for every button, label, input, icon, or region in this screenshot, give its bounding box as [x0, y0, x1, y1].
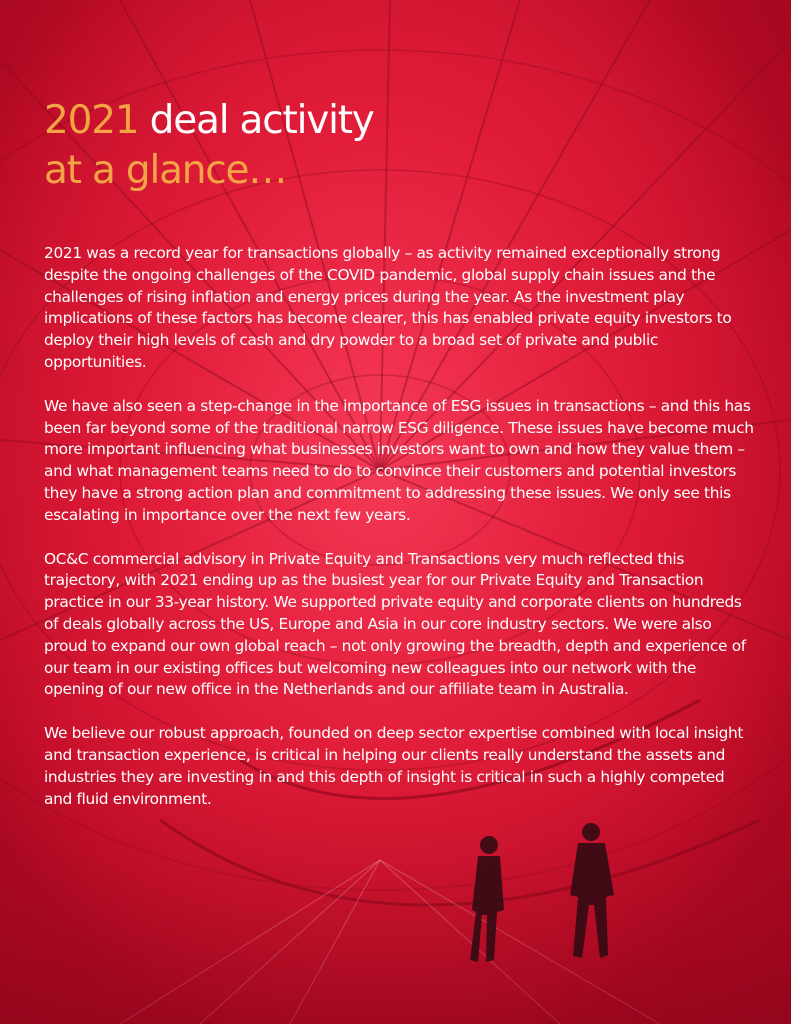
paragraph-4: We believe our robust approach, founded on deep sector expertise combined with local insight and transaction experience, is critical in helping our clients really understand the assets and industries they are investing in and this depth of insight is critical in such a highly competed and fluid environment.	[44, 724, 744, 808]
page-title	[44, 96, 374, 196]
paragraph-2: We have also seen a step-change in the importance of ESG issues in transactions – and this has been far beyond some of the traditional narrow ESG diligence. These issues have become much more important influencing what businesses investors want to own and how they value them – and what management teams need to do to convince their customers and potential investors they have a strong action plan and commitment to addressing these issues. We only see this escalating in importance over the next few years.	[44, 396, 754, 524]
body-text	[44, 243, 756, 832]
title-year: 2021	[44, 98, 139, 143]
title-subline: at a glance…	[44, 148, 287, 193]
paragraph-1: 2021 was a record year for transactions globally – as activity remained exceptionally strong despite the ongoing challenges of the COVID pandemic, global supply chain issues and the challenges of rising inflation and energy prices during the year. As the investment play implications of these factors has become clearer, this has enabled private equity investors to deploy their high levels of cash and dry powder to a broad set of private and public opportunities.	[44, 244, 732, 371]
title-main: deal activity	[138, 98, 374, 143]
paragraph-3: OC&C commercial advisory in Private Equity and Transactions very much reflected this trajectory, with 2021 ending up as the busiest year for our Private Equity and Transaction practice in our 33-year history. We supported private equity and corporate clients on hundreds of deals globally across the US, Europe and Asia in our core industry sectors. We were also proud to expand our own global reach – not only growing the breadth, depth and experience of our team in our existing offices but welcoming new colleagues into our network with the opening of our new office in the Netherlands and our affiliate team in Australia.	[44, 549, 746, 699]
